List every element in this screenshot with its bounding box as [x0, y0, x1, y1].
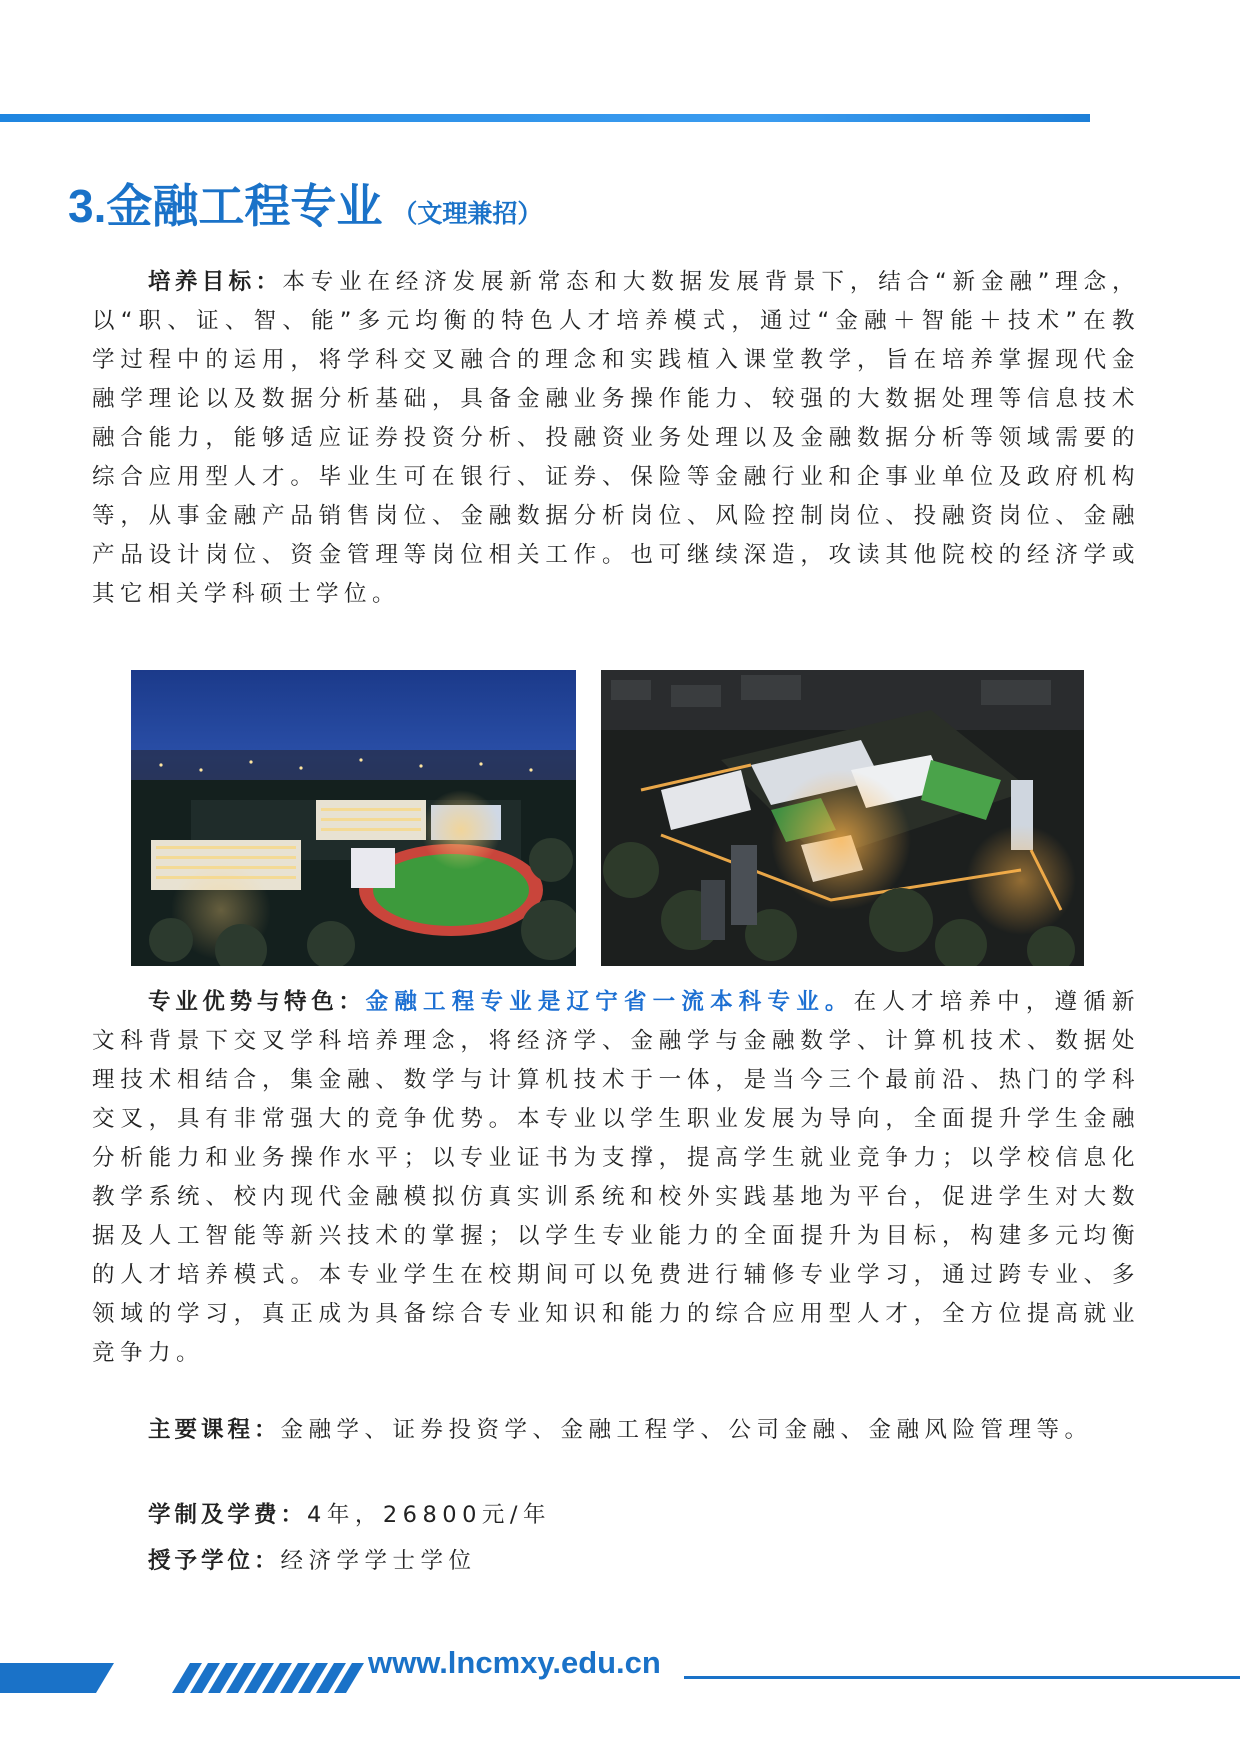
tuition-paragraph	[92, 1496, 1140, 1535]
website-url[interactable]: www.lncmxy.edu.cn	[368, 1645, 661, 1680]
goal-text: 本专业在经济发展新常态和大数据发展背景下，结合“新金融”理念，以“职、证、智、能”多元均衡的特色人才培养模式，通过“金融＋智能＋技术”在教学过程中的运用，将学科交叉融合的理念和实践植入课堂教学，旨在培养掌握现代金融学理论以及数据分析基础，具备金融业务操作能力、较强的大数据处理等信息技术融合能力，能够适应证券投资分析、投融资业务处理以及金融数据分析等领域需要的综合应用型人才。毕业生可在银行、证券、保险等金融行业和企事业单位及政府机构等，从事金融产品销售岗位、金融数据分析岗位、风险控制岗位、投融资岗位、金融产品设计岗位、资金管理等岗位相关工作。也可继续深造，攻读其他院校的经济学或其它相关学科硕士学位。	[92, 269, 1140, 607]
page-number: 4	[145, 1649, 161, 1679]
degree-text: 经济学学士学位	[280, 1548, 477, 1574]
goal-paragraph	[92, 263, 1140, 614]
courses-label: 主要课程：	[148, 1417, 281, 1443]
courses-paragraph	[92, 1411, 1140, 1450]
campus-aerial-photo-right	[601, 670, 1084, 966]
page-title	[68, 170, 542, 236]
top-accent-rule	[0, 114, 1090, 122]
tuition-label: 学制及学费：	[148, 1502, 308, 1528]
degree-paragraph	[92, 1542, 1140, 1581]
page-title-main: 3.金融工程专业	[68, 180, 383, 232]
goal-label: 培养目标：	[148, 269, 283, 295]
advantage-highlight: 金融工程专业是辽宁省一流本科专业。	[365, 989, 854, 1015]
courses-text: 金融学、证券投资学、金融工程学、公司金融、金融风险管理等。	[280, 1417, 1093, 1443]
advantage-paragraph	[92, 983, 1140, 1373]
tuition-text: 4年，26800元/年	[307, 1502, 551, 1528]
advantage-label: 专业优势与特色：	[148, 989, 366, 1015]
campus-night-photo-left	[131, 670, 576, 966]
page-title-sub: （文理兼招）	[392, 200, 543, 228]
degree-label: 授予学位：	[148, 1548, 281, 1574]
advantage-text: 在人才培养中，遵循新文科背景下交叉学科培养理念，将经济学、金融学与金融数学、计算机技术、数据处理技术相结合，集金融、数学与计算机技术于一体，是当今三个最前沿、热门的学科交叉，具有非常强大的竞争优势。本专业以学生职业发展为导向，全面提升学生金融分析能力和业务操作水平；以专业证书为支撑，提高学生就业竞争力；以学校信息化教学系统、校内现代金融模拟仿真实训系统和校外实践基地为平台，促进学生对大数据及人工智能等新兴技术的掌握；以学生专业能力的全面提升为目标，构建多元均衡的人才培养模式。本专业学生在校期间可以免费进行辅修专业学习，通过跨专业、多领域的学习，真正成为具备综合专业知识和能力的综合应用型人才，全方位提高就业竞争力。	[92, 989, 1140, 1366]
